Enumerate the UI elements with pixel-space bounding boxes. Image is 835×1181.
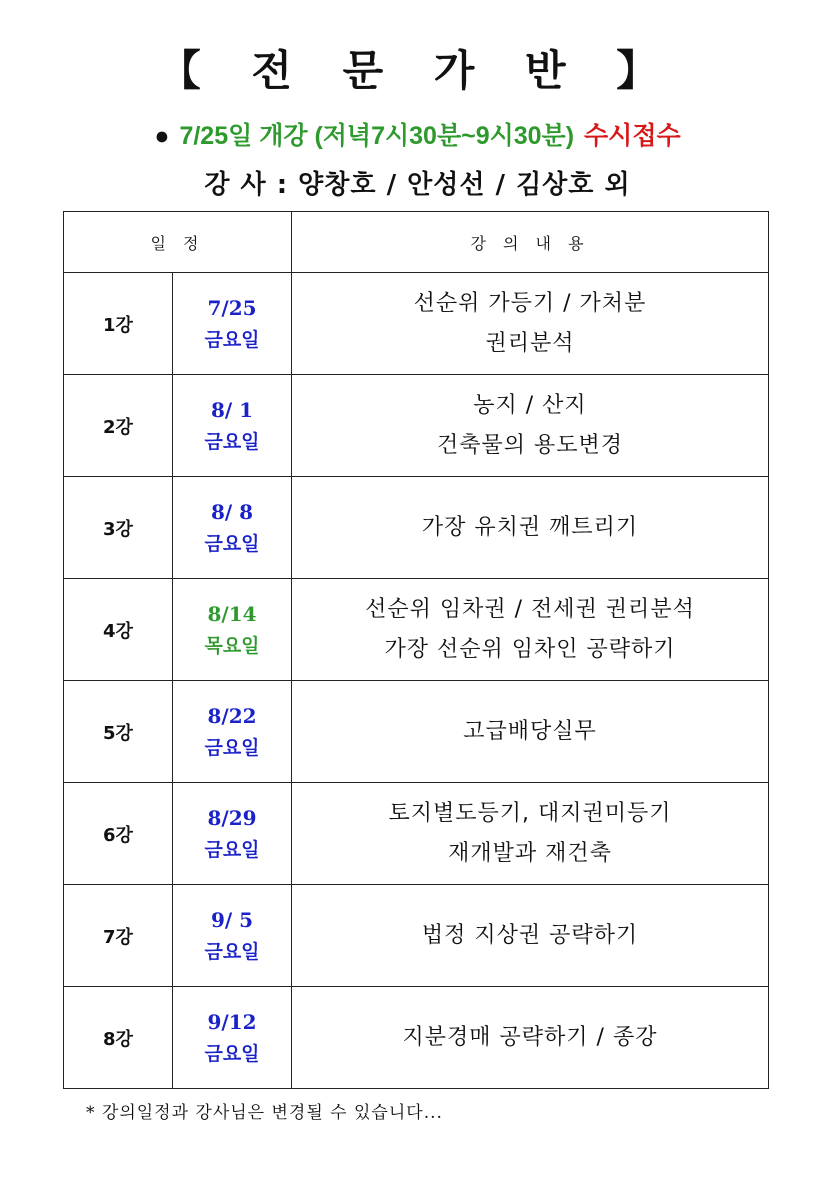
lecture-day: 금요일 — [204, 328, 260, 351]
lecture-content-line: 건축물의 용도변경 — [436, 432, 623, 458]
lecture-content — [292, 273, 769, 375]
instructors: 강 사 : 양창호 / 안성선 / 김상호 외 — [204, 170, 631, 200]
lecture-date-cell — [173, 579, 292, 681]
table-row — [64, 987, 769, 1089]
lecture-date-cell — [173, 987, 292, 1089]
lecture-content-line: 재개발과 재건축 — [448, 840, 612, 866]
lecture-content-line: 권리분석 — [485, 330, 575, 356]
lecture-content-line: 선순위 임차권 / 전세권 권리분석 — [365, 596, 695, 622]
lecture-date-cell — [173, 681, 292, 783]
lecture-date-cell — [173, 885, 292, 987]
table-row — [64, 681, 769, 783]
table-row — [64, 579, 769, 681]
lecture-number: 4강 — [64, 579, 173, 681]
page-title: 【 전 문 가 반 】 — [158, 46, 677, 95]
course-info — [0, 116, 835, 152]
lecture-day: 금요일 — [204, 1042, 260, 1065]
lecture-content-line: 가장 유치권 깨트리기 — [421, 514, 639, 540]
lecture-content — [292, 375, 769, 477]
lecture-date-cell — [173, 375, 292, 477]
lecture-date: 8/ 8 — [210, 499, 254, 524]
lecture-content-line: 선순위 가등기 / 가처분 — [413, 290, 647, 316]
lecture-number: 2강 — [64, 375, 173, 477]
header-schedule: 일 정 — [64, 212, 292, 273]
lecture-number: 7강 — [64, 885, 173, 987]
lecture-content-line: 가장 선순위 임차인 공략하기 — [384, 636, 676, 662]
table-row — [64, 885, 769, 987]
lecture-day: 금요일 — [204, 430, 260, 453]
lecture-date: 8/22 — [207, 703, 257, 728]
lecture-number: 1강 — [64, 273, 173, 375]
lecture-day: 목요일 — [204, 634, 260, 657]
lecture-date: 9/12 — [207, 1009, 257, 1034]
lecture-content — [292, 987, 769, 1089]
footnote: * 강의일정과 강사님은 변경될 수 있습니다... — [86, 1103, 443, 1123]
lecture-date-cell — [173, 477, 292, 579]
lecture-number: 5강 — [64, 681, 173, 783]
lecture-content-line: 토지별도등기, 대지권미등기 — [388, 800, 672, 826]
lecture-number: 8강 — [64, 987, 173, 1089]
lecture-number: 6강 — [64, 783, 173, 885]
lecture-content-line: 지분경매 공략하기 / 종강 — [402, 1024, 658, 1050]
lecture-content-line: 농지 / 산지 — [473, 392, 587, 418]
table-row — [64, 375, 769, 477]
lecture-content — [292, 783, 769, 885]
lecture-date-cell — [173, 783, 292, 885]
lecture-day: 금요일 — [204, 838, 260, 861]
start-info: 7/25일 개강 (저녁7시30분~9시30분) — [179, 122, 575, 150]
lecture-day: 금요일 — [204, 532, 260, 555]
header-content: 강 의 내 용 — [292, 212, 769, 273]
table-row — [64, 783, 769, 885]
lecture-content — [292, 579, 769, 681]
lecture-content — [292, 885, 769, 987]
lecture-day: 금요일 — [204, 940, 260, 963]
table-header-row — [64, 212, 769, 273]
lecture-content-line: 고급배당실무 — [463, 718, 597, 744]
lecture-date: 8/29 — [207, 805, 257, 830]
lecture-date: 9/ 5 — [210, 907, 254, 932]
table-row — [64, 273, 769, 375]
lecture-day: 금요일 — [204, 736, 260, 759]
lecture-date-cell — [173, 273, 292, 375]
lecture-date: 8/ 1 — [210, 397, 254, 422]
lecture-content-line: 법정 지상권 공략하기 — [421, 922, 639, 948]
bullet-icon: ● — [154, 122, 170, 150]
table-row — [64, 477, 769, 579]
schedule-table — [63, 211, 769, 1089]
lecture-content — [292, 681, 769, 783]
lecture-date: 8/14 — [207, 601, 257, 626]
lecture-content — [292, 477, 769, 579]
enroll-badge: 수시접수 — [584, 122, 681, 150]
lecture-number: 3강 — [64, 477, 173, 579]
lecture-date: 7/25 — [207, 295, 257, 320]
